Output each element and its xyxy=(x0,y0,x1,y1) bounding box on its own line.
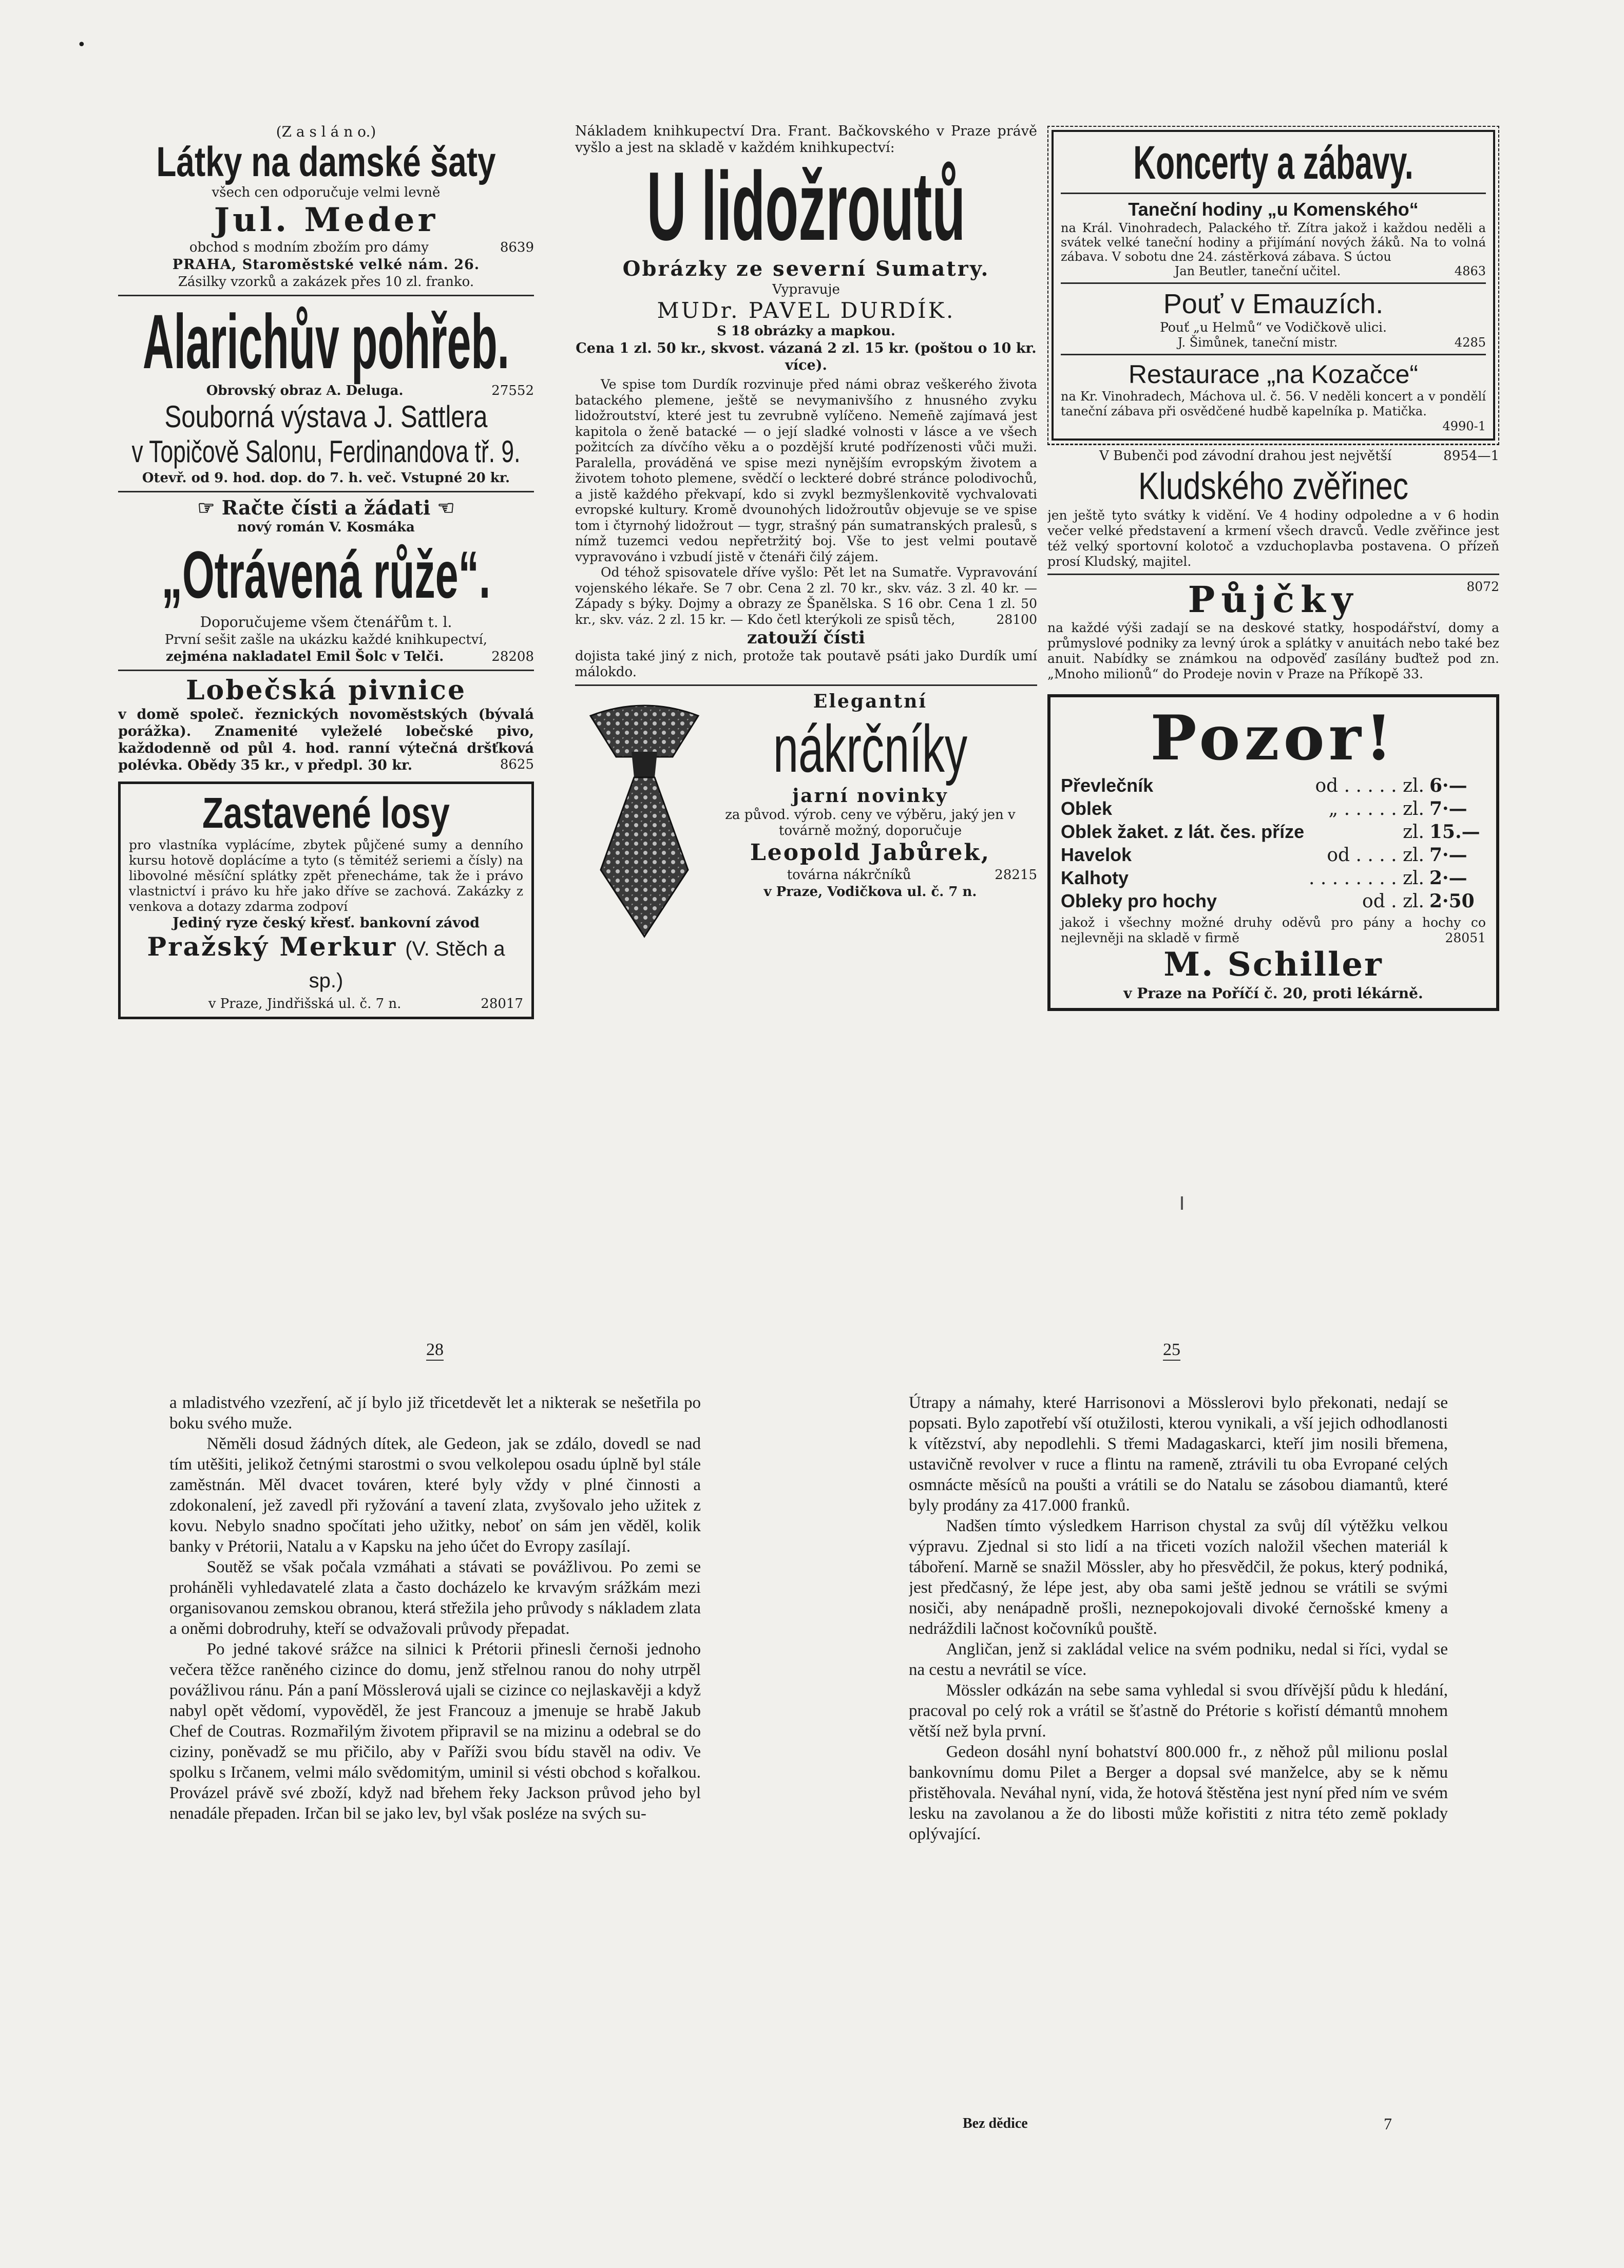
pozor-item-name: Převlečník xyxy=(1061,775,1154,796)
nak-address: v Praze, Vodičkova ul. č. 7 n. xyxy=(763,884,977,900)
story-left-column xyxy=(169,1393,701,2091)
meder-line2: Zásilky vzorků a zakázek přes 10 zl. franko. xyxy=(178,274,474,290)
koncerty-box xyxy=(1052,130,1495,441)
kozacce-code: 4990-1 xyxy=(1442,419,1486,433)
pointing-hand-icon: ☞ xyxy=(197,496,222,519)
nak-elegantni: Elegantní xyxy=(813,691,928,712)
schiller-name: M. Schiller xyxy=(1163,945,1383,984)
bubenec-code: 8954—1 xyxy=(1443,448,1499,464)
pozor-item xyxy=(1061,774,1486,797)
vypravuje: Vypravuje xyxy=(772,282,840,297)
pozor-item-dots: od . . . . . zl. xyxy=(1315,775,1424,796)
nak-text: za původ. výrob. ceny ve výběru, jaký jen v továrně možný, doporučuje xyxy=(725,807,1016,838)
kludsky-title: Kludského zvěřinec xyxy=(1138,465,1409,507)
tanecni-text: na Král. Vinohradech, Palackého tř. Zítra jakož i každou neděli a svátek velké taneční hodiny a přijímání nových žáků. Na to volná zábava. V sobotu dne 24. zástěrková zábava. S úctou xyxy=(1061,221,1486,264)
otravena-line2: První sešit zašle na ukázku každé knihkupectví, xyxy=(164,632,488,647)
book-title: U lidožroutů xyxy=(646,152,966,261)
pozor-item xyxy=(1061,797,1486,821)
otravena-line1: Doporučujeme všem čtenářům t. l. xyxy=(200,614,452,631)
pozor-title: Pozor! xyxy=(1150,702,1397,774)
pozor-item-dots: „ . . . . . zl. xyxy=(1328,798,1424,819)
book-dojista: dojista také jiný z nich, protože tak poutavě psáti jako Durdík umí málokdo. xyxy=(575,649,1037,680)
book-body: Ve spise tom Durdík rozvinuje před námi obraz veškerého života batackého plemene, ještě se nevymanivšího z hnusného zvyku lidožroutství, které jest tu zevrubně vylíčeno. Nemen̄ě zajímavá jest kapitola o ženě batacké — o její sladké volnosti v lásce a ve všech požitcích za dívčího věku a o pozdější kruté podřízenosti vůči muži. Paralella, prováděná ve spise mezi nynějším evropským životem a životem tohoto plemene, svědčí o leckteré dobré stránce polodivochů, a jistě každého překvapí, kdo si zvykl bezmyšlenkovitě vychvalovati evropské kultury. Kromě dvounohých lidožroutův objevuje se ve spise tom i čtyrnohý lidožrout — tygr, strašný pán sumatranských pralesů, s nímž tuzemci vedou nepřetržitý boj. Vše to jest velmi poutavě vypravováno i vzbudí jistě v čtenáři čilý zájem. xyxy=(575,377,1037,564)
left-page-number: 28 xyxy=(426,1340,444,1361)
nak-jarni: jarní novinky xyxy=(792,785,948,807)
right-page-number: 25 xyxy=(1163,1340,1180,1361)
pozor-price-list xyxy=(1061,774,1486,913)
otravena-line3: zejména nakladatel Emil Šolc v Telči. xyxy=(166,649,444,664)
losy-code: 28017 xyxy=(481,996,523,1012)
divider xyxy=(575,684,1037,686)
tanecni-sign: Jan Beutler, taneční učitel. xyxy=(1174,264,1341,278)
pozor-item-name: Havelok xyxy=(1061,844,1132,865)
schiller-address: v Praze na Poříčí č. 20, proti lékárně. xyxy=(1123,985,1423,1002)
bubenec-line: V Bubenči pod závodní drahou jest největší xyxy=(1099,448,1392,464)
pozor-item-dots: zl. xyxy=(1403,822,1424,843)
pozor-item-price: 7·— xyxy=(1429,798,1467,819)
necktie-ad xyxy=(575,690,1037,957)
losy-title: Zastavené losy xyxy=(202,789,450,837)
story-paragraph: Útrapy a námahy, které Harrisonovi a Mösslerovi bylo překonati, nedají se popsati. Bylo zapotřebí vší otužilosti, kterou vynikali, a vší jejich odhodlanosti k vítězství, aby nepodlehli. S třemi Madagaskarci, kteří jim nosili břemena, ustavičně revolver v ruce a flintu na rameně, ztrávili tu oba Evropané celých osmnácte měsíců na poušti a vrátili se do Natalu se zásobou diamantů, které byly prodány za 417.000 franků. xyxy=(909,1394,1448,1515)
kozacce-text: na Kr. Vinohradech, Máchova ul. č. 56. V neděli koncert a v pondělí taneční zábava při osvědčené hudbě kapelníka p. Matička. xyxy=(1061,389,1486,418)
pozor-item-price: 6·— xyxy=(1429,775,1467,796)
footer-title: Bez dědice xyxy=(963,2115,1028,2131)
latky-title: Látky na damské šaty xyxy=(156,139,496,185)
lobecska-text: v domě společ. řeznických novoměstských (bývalá porážka). Znamenité vyleželé lobečské pivo, každodenně od půl 4. hod. ranní výtečná dršťková polévka. Obědy 35 kr., v předpl. 30 kr. xyxy=(118,707,534,773)
necktie-icon xyxy=(585,700,703,942)
pozor-item xyxy=(1061,844,1486,867)
divider xyxy=(118,295,534,296)
book-od-tehoz-code: 28100 xyxy=(996,612,1037,627)
kludsky-code: 8072 xyxy=(1466,579,1499,594)
pozor-item-dots: od . zl. xyxy=(1362,891,1424,912)
pozor-item-name: Oblek xyxy=(1061,798,1113,819)
right-ad-column xyxy=(1047,126,1499,1117)
middle-ad-column xyxy=(575,123,1037,1114)
kludsky-text: jen ještě tyto svátky k vidění. Ve 4 hodiny odpoledne a v 6 hodin večer velké představení a krmení všech dravců. Vedle zvěřince jest též velký sportovní kolotoč a vzduchoplavba postavena. O přízeň prosí Kludský, majitel. xyxy=(1047,508,1499,569)
nak-jaburek: Leopold Jabůrek, xyxy=(750,840,991,866)
pozor-item xyxy=(1061,867,1486,890)
tanecni-code: 4863 xyxy=(1454,264,1486,278)
otravena-title: „Otrávená růže“. xyxy=(161,537,491,612)
nak-code: 28215 xyxy=(995,867,1037,883)
meder-address: PRAHA, Staroměstské velké nám. 26. xyxy=(172,257,480,273)
story-paragraph: Angličan, jenž si zakládal velice na svém podniku, nedal si říci, vydal se na cestu a nevrátil se více. xyxy=(909,1640,1448,1679)
pout-sign: J. Šimůnek, taneční mistr. xyxy=(1177,335,1338,350)
print-mark xyxy=(1181,1196,1183,1210)
pujcky-text: na každé výši zadají se na deskové statky, hospodářství, domy a průmyslové podniky za levný úrok a splátky v anuitách nebo také bez anuit. Nabídky se známkou na odpověď zasílány buďtež pod zn. „Mnoho milionů“ do Prodeje novin v Praze na Příkopě 33. xyxy=(1047,620,1499,681)
otravena-code: 28208 xyxy=(491,649,534,664)
middle-intro: Nákladem knihkupectví Dra. Frant. Bačkovského v Praze právě vyšlo a jest na skladě v každém knihkupectví: xyxy=(575,123,1037,156)
story-paragraph: Něměli dosud žádných dítek, ale Gedeon, jak se zdálo, dovedl se nad tím utěšiti, jelikož četnými starostmi o svou velkolepou osadu úplně byl stále zaměstnán. Měl dvacet továren, které byly vždy v plné činnosti a zdokonalení, jež zavedl při ryžování a tavení zlata, zvyšovalo jeho užitek z kovu. Nebylo snadno spočítati jeho užitky, neboť on sám jen věděl, kolik banky v Prétorii, Natalu a v Kapsku na jeho účet do Evropy zasílají. xyxy=(169,1435,701,1556)
alarich-line3: v Topičově Salonu, Ferdinandova tř. 9. xyxy=(131,434,521,469)
footer-sheet: 7 xyxy=(1384,2114,1392,2133)
corner-mark: • xyxy=(77,36,86,54)
pozor-item-dots: . . . . . . . . zl. xyxy=(1308,868,1424,889)
book-od-tehoz: Od téhož spisovatele dříve vyšlo: Pět let na Sumatře. Vypravování vojenského lékaře. Se 7 obr. Cena 2 zl. 70 kr., skv. váz. 3 zl. 40 kr. — Západy s býky. Dojmy a obrazy ze Španělska. S 16 obr. Cena 1 zl. 50 kr., skv. váz. 2 zl. 15 kr. — Kdo četl kterýkoli ze spisů těch, xyxy=(575,565,1037,627)
pozor-item-dots: od . . . . zl. xyxy=(1327,845,1424,866)
book-subtitle: Obrázky ze severní Sumatry. xyxy=(622,257,990,281)
book-zatouzi: zatouží čísti xyxy=(747,627,865,648)
story-paragraph: Soutěž se však počala vzmáhati a stávati se povážlivou. Po zemi se proháněli vyhledavatelé zlata a často docházelo ke krvavým srážkám mezi organisovanou zemskou obranou, která střežila jeho průvody s nákladem zlata a oněmi dobrodruhy, kteří se odvažovali průvody přepadat. xyxy=(169,1558,701,1638)
losy-address: v Praze, Jindřišská ul. č. 7 n. xyxy=(208,996,402,1012)
pozor-item-price: 2·— xyxy=(1429,867,1467,889)
pout-text: Pouť „u Helmů“ ve Vodičkově ulici. xyxy=(1160,320,1387,335)
divider xyxy=(1061,282,1486,284)
alarich-code: 27552 xyxy=(491,383,534,398)
tanecni-title: Taneční hodiny „u Komenského“ xyxy=(1128,199,1419,220)
pozor-ad xyxy=(1047,694,1499,1011)
losy-firm: Pražský Merkur xyxy=(147,931,397,962)
pujcky-title: Půjčky xyxy=(1188,578,1359,621)
pozor-code: 28051 xyxy=(1445,930,1486,945)
latky-line: všech cen odporučuje velmi levně xyxy=(212,185,441,200)
losy-ad xyxy=(118,782,534,1019)
racte-line: nový román V. Kosmáka xyxy=(237,520,415,535)
pozor-item xyxy=(1061,821,1486,844)
lobecska-code: 8625 xyxy=(500,757,534,772)
pozor-item-name: Kalhoty xyxy=(1061,867,1129,888)
book-author: MUDr. PAVEL DURDÍK. xyxy=(657,298,956,323)
pozor-item-price: 15.— xyxy=(1429,821,1480,843)
losy-firm2: (V. Stěch a sp.) xyxy=(309,938,505,992)
alarich-line1: Obrovský obraz A. Deluga. xyxy=(206,383,404,398)
lobecska-title: Lobečská pivnice xyxy=(185,675,467,706)
story-paragraph: Mössler odkázán na sebe sama vyhledal si svou dřívější půdu k hledání, pracoval po celý rok a vrátil se šťastně do Prétorie s kořistí démantů mnohem větší než byla první. xyxy=(909,1681,1448,1741)
left-ad-column xyxy=(118,123,534,1114)
koncerty-title: Koncerty a zábavy. xyxy=(1133,137,1413,189)
divider xyxy=(1061,354,1486,355)
pozor-item-name: Oblek žaket. z lát. čes. příze xyxy=(1061,821,1305,842)
racte-title: ☞ Račte čísti a žádati ☜ xyxy=(197,496,455,519)
book-obrazky: S 18 obrázky a mapkou. xyxy=(717,323,895,339)
pout-code: 4285 xyxy=(1454,335,1486,350)
divider xyxy=(1047,574,1499,575)
pout-title: Pouť v Emauzích. xyxy=(1163,289,1384,319)
divider xyxy=(118,491,534,492)
kozacce-title: Restaurace „na Kozačce“ xyxy=(1128,360,1419,389)
divider xyxy=(1061,193,1486,194)
divider xyxy=(118,670,534,671)
alarich-title: Alarichův pohřeb. xyxy=(142,298,510,385)
story-paragraph: Nadšen tímto výsledkem Harrison chystal za svůj díl výtěžku velkou výpravu. Zjednal si sto lidí a na třiceti vozích naložil všechen materiál k táboření. Marně se snažil Mössler, aby ho přesvědčil, že pokus, který podniká, jest předčasný, že lépe jest, aby oba sami ještě jednou se vrátili se svými nosiči, aby nenápadně prošli, neznepokojovali divoké černošské kmeny a nedráždili lačnost kočovníků pouště. xyxy=(909,1517,1448,1638)
zaslano: (Z a s l á n o.) xyxy=(276,123,376,140)
story-paragraph: Po jedné takové srážce na silnici k Prétorii přinesli černoši jednoho večera těžce raněného cizince do domu, jenž střelnou ranou do nohy utrpěl povážlivou ránu. Pán a paní Mösslerová ujali se cizince co nejlaskavěji a když nabyl opět vědomí, vypověděl, že jest Francouz a jmenuje se hrabě Jakub Chef de Coutras. Rozmařilým životem připravil se na mizinu a odebral se do ciziny, poněvadž se mu přičilo, aby v Paříži svou bídu stavěl na odiv. Ve spolku s Irčanem, velmi málo svědomitým, uminil si vésti obchod s kořalkou. Provázel právě své zboží, když nad břehem řeky Jackson průvod jeho byl nenadále přepaden. Irčan bil se jako lev, byl však posléze na svých su- xyxy=(169,1640,701,1823)
story-right-column xyxy=(909,1393,1448,2091)
meder-line: obchod s modním zbožím pro dámy xyxy=(189,240,429,255)
pozor-item xyxy=(1061,890,1486,913)
meder-code: 8639 xyxy=(500,240,534,255)
pointing-hand-icon: ☜ xyxy=(430,496,455,519)
alarich-line2: Souborná výstava J. Sattlera xyxy=(164,399,488,434)
nak-title: nákrčníky xyxy=(773,711,968,786)
pozor-text: jakož i všechny možné druhy oděvů pro pány a hochy co nejlevněji na skladě v firmě xyxy=(1061,915,1486,945)
story-paragraph: Gedeon dosáhl nyní bohatství 800.000 fr., z něhož půl milionu poslal bankovnímu domu Pilet a Berger a dopsal své manželce, aby se k němu přistěhovala. Neváhal nyní, vida, že hotová štěstěna jest nyní před ním ve svém lesku na zavolanou a že do libosti může kořistiti z nitra této země poklady oplývající. xyxy=(909,1743,1448,1843)
meder-name: Jul. Meder xyxy=(214,201,438,239)
pozor-item-name: Obleky pro hochy xyxy=(1061,890,1217,911)
losy-line1: Jediný ryze český křesť. bankovní závod xyxy=(173,915,480,931)
book-price: Cena 1 zl. 50 kr., skvost. vázaná 2 zl. 15 kr. (poštou o 10 kr. více). xyxy=(576,340,1037,373)
pozor-item-price: 7·— xyxy=(1429,844,1467,866)
losy-text: pro vlastníka vyplácíme, zbytek půjčené sumy a denního kursu hotově doplácíme a tyto (s těmitéž seriemi a čísly) na libovolné měsíční splátky zpět přenecháme, tak že i právo vlastnictví i právo ku hře jako dříve se zachová. Zakázky z venkova a dotazy zdarma zodpoví xyxy=(129,837,523,914)
nak-tovarna: továrna nákrčníků xyxy=(787,867,911,883)
pozor-item-price: 2·50 xyxy=(1429,890,1475,912)
story-paragraph: a mladistvého vzezření, ač jí bylo již třicetdevět let a nikterak se nešetřila po boku svého muže. xyxy=(169,1394,701,1433)
alarich-line4: Otevř. od 9. hod. dop. do 7. h. več. Vstupné 20 kr. xyxy=(142,470,510,486)
